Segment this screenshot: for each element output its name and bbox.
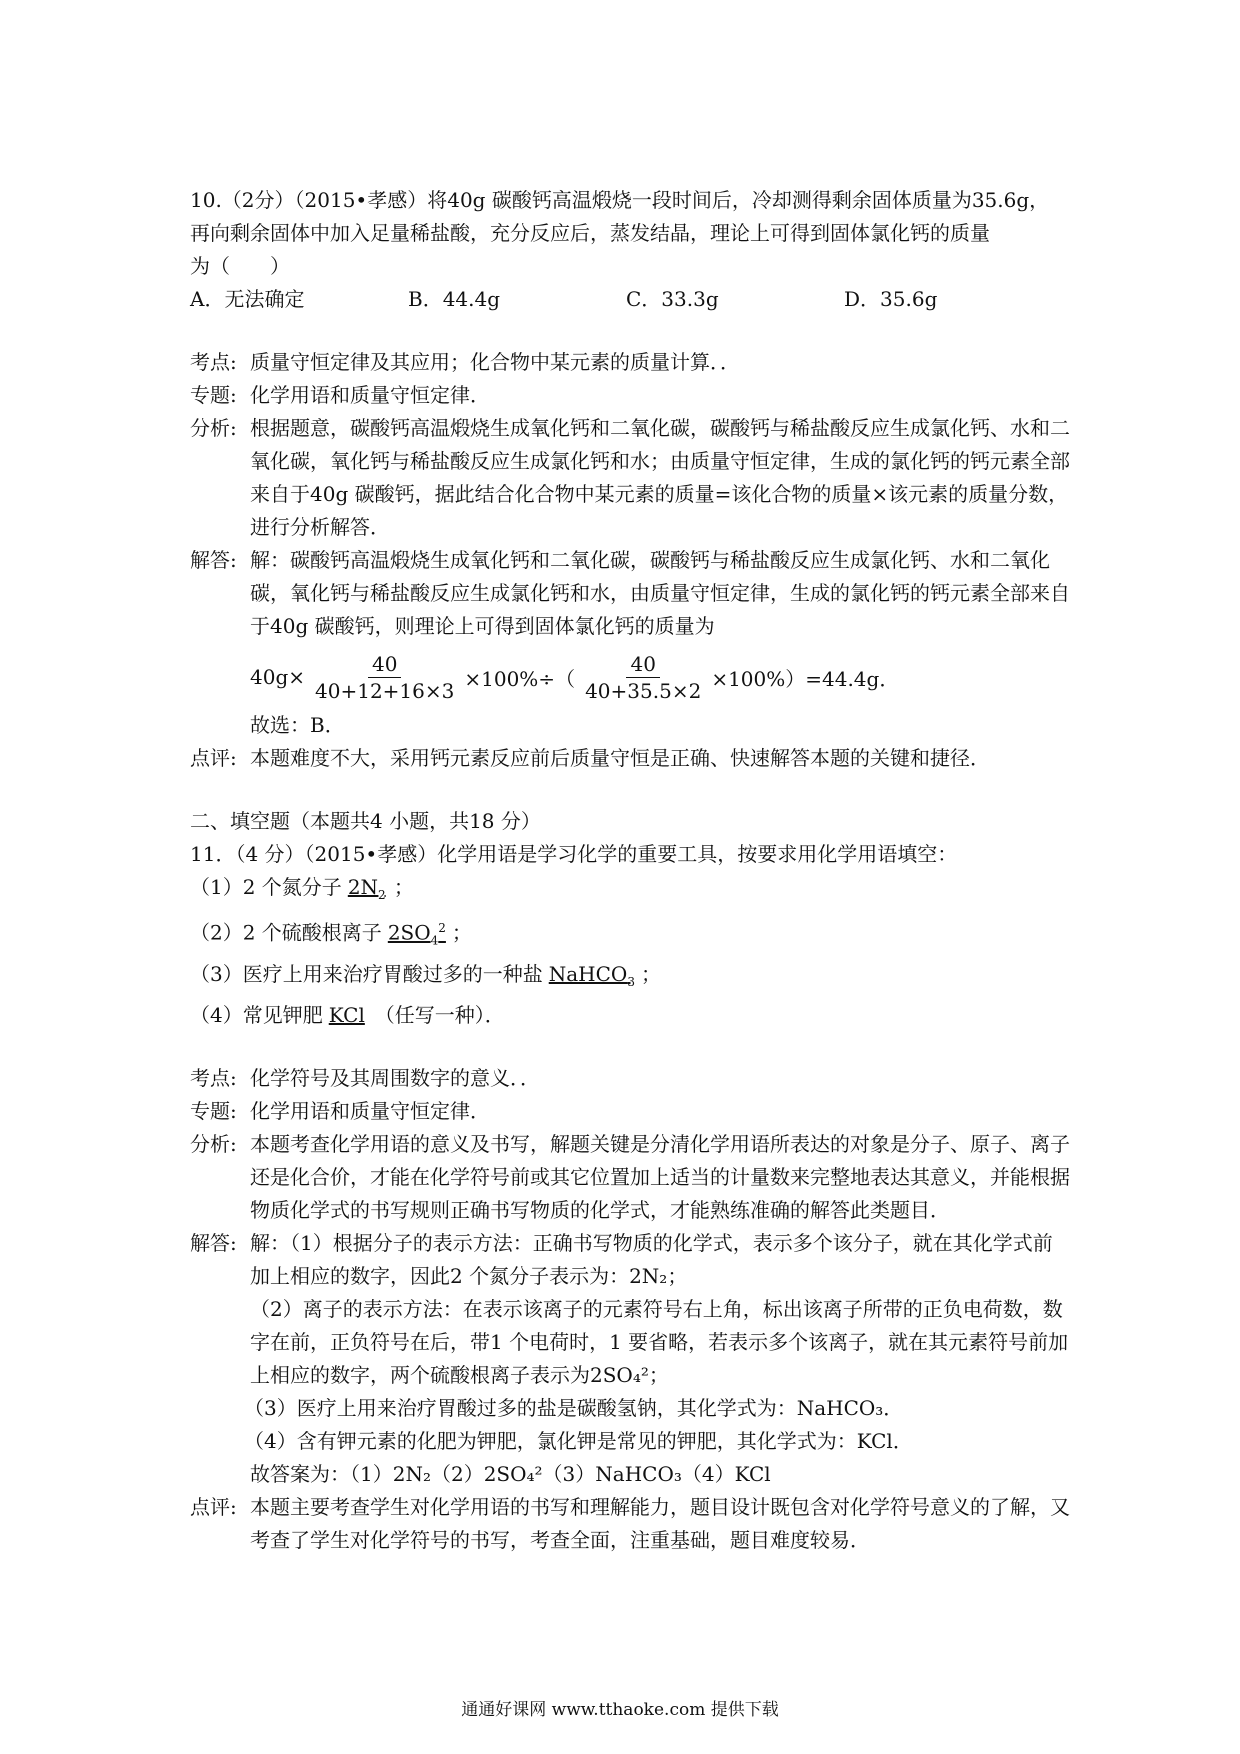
q11-item-2-answer xyxy=(382,912,452,958)
q11-item-4-prompt: （4）常见钾肥 xyxy=(190,1002,323,1027)
kaodian-label: 考点: xyxy=(190,350,237,374)
q10-option-c: C．33.3g xyxy=(626,287,719,311)
formula-fraction-2 xyxy=(581,651,705,704)
jieda-text-1: 解：（1）根据分子的表示方法：正确书写物质的化学式，表示多个该分子，就在其化学式前加上相应的数字，因此2 个氮分子表示为：2N₂； xyxy=(250,1230,1053,1288)
dianping-label: 点评: xyxy=(190,746,237,770)
fenxi-label: 分析: xyxy=(190,1131,237,1156)
q11-item-4 xyxy=(190,999,1070,1032)
fraction-2-denominator: 40+35.5×2 xyxy=(585,678,702,703)
answer-4-base: KCl xyxy=(328,1002,365,1027)
q10-jieda xyxy=(190,544,1070,643)
answer-2-subscript: 4 xyxy=(430,933,439,948)
q11-stem: 11．（4 分）（2015•孝感）化学用语是学习化学的重要工具，按要求用化学用语填空： xyxy=(190,842,958,866)
answer-3-subscript: 3 xyxy=(627,974,635,989)
q10-kaodian xyxy=(190,346,1070,379)
q11-item-2 xyxy=(190,912,1070,958)
fraction-2-numerator: 40 xyxy=(626,651,659,678)
formula-prefix: 40g× xyxy=(250,665,306,689)
formula-fraction-1 xyxy=(311,651,458,704)
answer-1-subscript: 2 xyxy=(378,888,386,902)
q11-item-3-prompt: （3）医疗上用来治疗胃酸过多的一种盐 xyxy=(190,961,543,986)
dianping-text: 本题主要考查学生对化学用语的书写和理解能力，题目设计既包含对化学符号意义的了解，又考查了学生对化学符号的书写，考查全面，注重基础，题目难度较易． xyxy=(250,1494,1070,1552)
dianping-label: 点评: xyxy=(190,1494,237,1519)
kaodian-text: 质量守恒定律及其应用；化合物中某元素的质量计算．． xyxy=(250,350,740,374)
q11-fenxi xyxy=(190,1128,1070,1227)
q11-item-1-answer xyxy=(342,871,394,912)
q10-stem-line3: 为（ ） xyxy=(190,254,290,278)
fenxi-text: 本题考查化学用语的意义及书写，解题关键是分清化学用语所表达的对象是分子、原子、离子还是化合价，才能在化学符号前或其它位置加上适当的计量数来完整地表达其意义，并能根据物质化学式的书写规则正确书写物质的化学式，才能熟练准确的解答此类题目． xyxy=(250,1131,1070,1222)
q11-item-3-answer xyxy=(543,958,641,999)
q10-zhuanti xyxy=(190,379,1070,412)
q10-fenxi xyxy=(190,412,1070,544)
answer-2-base: 2SO xyxy=(387,920,431,945)
jieda-label: 解答: xyxy=(190,548,237,572)
q11-item-4-end: （任写一种）． xyxy=(374,1002,505,1027)
zhuanti-label: 专题: xyxy=(190,383,237,407)
q10-stem-line2: 再向剩余固体中加入足量稀盐酸，充分反应后，蒸发结晶，理论上可得到固体氯化钙的质量 xyxy=(190,221,990,245)
q10-option-a: A．无法确定 xyxy=(190,287,305,311)
formula-suffix: ×100%）=44.4g． xyxy=(711,666,900,691)
q10-stem-line1: 10.（2分）（2015•孝感）将40g 碳酸钙高温煅烧一段时间后，冷却测得剩余固体质量为35.6g， xyxy=(190,188,1050,212)
kaodian-text: 化学符号及其周围数字的意义．． xyxy=(250,1065,540,1090)
q10-options xyxy=(190,283,1070,316)
formula-middle: ×100%÷（ xyxy=(464,666,576,691)
q11-item-3 xyxy=(190,958,1070,999)
dianping-text: 本题难度不大，采用钙元素反应前后质量守恒是正确、快速解答本题的关键和捷径． xyxy=(250,746,990,770)
q10-option-b: B．44.4g xyxy=(408,287,501,311)
q11-dianping xyxy=(190,1491,1070,1557)
q11-jieda-4: （4）含有钾元素的化肥为钾肥，氯化钾是常见的钾肥，其化学式为：KCl． xyxy=(244,1428,913,1453)
q11-item-4-answer xyxy=(323,999,375,1032)
fraction-1-denominator: 40+12+16×3 xyxy=(315,678,455,703)
q11-jieda xyxy=(190,1227,1070,1293)
q11-jieda-3: （3）医疗上用来治疗胃酸过多的盐是碳酸氢钠，其化学式为：NaHCO₃． xyxy=(244,1395,904,1420)
q11-jieda-2 xyxy=(190,1293,1070,1392)
jieda-text: 解：碳酸钙高温煅烧生成氧化钙和二氧化碳，碳酸钙与稀盐酸反应生成氯化钙、水和二氧化碳，氧化钙与稀盐酸反应生成氯化钙和水，由质量守恒定律，生成的氯化钙的钙元素全部来自于40g 碳酸钙，则理论上可得到固体氯化钙的质量为 xyxy=(250,548,1070,638)
page-content xyxy=(190,184,1070,1557)
zhuanti-text: 化学用语和质量守恒定律． xyxy=(250,383,490,407)
q10-formula xyxy=(250,649,1070,705)
q11-item-2-prompt: （2）2 个硫酸根离子 xyxy=(190,920,382,945)
q10-dianping xyxy=(190,742,1070,775)
q11-zhuanti xyxy=(190,1095,1070,1128)
kaodian-label: 考点: xyxy=(190,1065,237,1090)
q11-item-2-end: ； xyxy=(451,920,472,945)
q11-kaodian xyxy=(190,1062,1070,1095)
q10-answer: 故选：B． xyxy=(250,713,345,737)
answer-2-superscript: 2 xyxy=(438,921,446,935)
q10-option-d: D．35.6g xyxy=(844,287,938,311)
q11-item-1-end: ； xyxy=(393,875,414,899)
q11-item-1 xyxy=(190,871,1070,912)
section-2-title: 二、填空题（本题共4 小题，共18 分） xyxy=(190,809,541,833)
fenxi-label: 分析: xyxy=(190,416,237,440)
q11-jieda-5: 故答案为：（1）2N₂（2）2SO₄²（3）NaHCO₃（4）KCl xyxy=(250,1461,771,1486)
zhuanti-text: 化学用语和质量守恒定律． xyxy=(250,1098,490,1123)
jieda-label: 解答: xyxy=(190,1230,237,1255)
q11-item-3-end: ； xyxy=(640,961,661,986)
answer-1-base: 2N xyxy=(347,875,379,899)
q11-item-1-prompt: （1）2 个氮分子 xyxy=(190,875,342,899)
fraction-1-numerator: 40 xyxy=(368,651,401,678)
page-footer: 通通好课网 www.tthaoke.com 提供下载 xyxy=(461,1700,779,1720)
answer-3-base: NaHCO xyxy=(548,961,628,986)
jieda-text-2: （2）离子的表示方法：在表示该离子的元素符号右上角，标出该离子所带的正负电荷数，数字在前，正负符号在后，带1 个电荷时，1 要省略，若表示多个该离子，就在其元素符号前加上相应的数字，两个硫酸根离子表示为2SO₄²； xyxy=(250,1296,1069,1387)
fenxi-text: 根据题意，碳酸钙高温煅烧生成氧化钙和二氧化碳，碳酸钙与稀盐酸反应生成氯化钙、水和二氧化碳，氧化钙与稀盐酸反应生成氯化钙和水；由质量守恒定律，生成的氯化钙的钙元素全部来自于40g 碳酸钙，据此结合化合物中某元素的质量=该化合物的质量×该元素的质量分数，进行分析解答． xyxy=(250,416,1070,539)
zhuanti-label: 专题: xyxy=(190,1098,237,1123)
